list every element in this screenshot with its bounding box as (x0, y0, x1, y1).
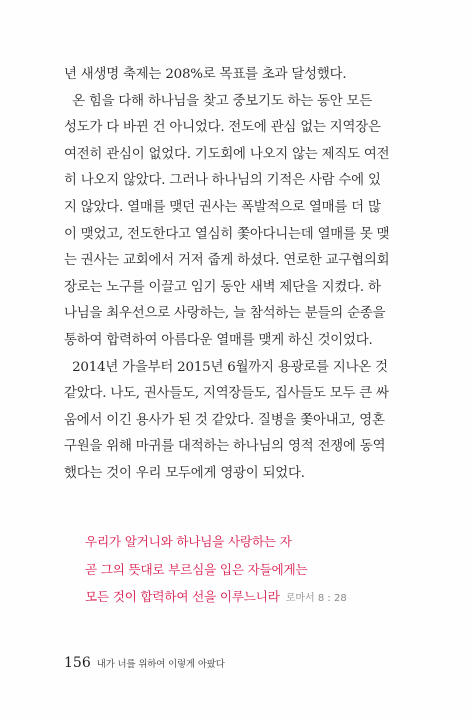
body-line: 년 새생명 축제는 208%로 목표를 초과 달성했다. (64, 67, 347, 82)
body-line: 이 맺었고, 전도한다고 열심히 쫓아다니는데 열매를 못 맺 (64, 226, 390, 242)
quote-line: 우리가 알거니와 하나님을 사랑하는 자 (85, 534, 292, 549)
body-line: 2014년 가을부터 2015년 6월까지 용광로를 지나온 것 (64, 359, 388, 375)
quote-line: 곧 그의 뜻대로 부르심을 입은 자들에게는 (85, 561, 308, 577)
page-number: 156 (64, 655, 91, 671)
body-line: 히 나오지 않았다. 그러나 하나님의 기적은 사람 수에 있 (64, 173, 381, 189)
page-footer (64, 655, 225, 675)
body-line: 통하여 합력하여 아름다운 열매를 맺게 하신 것이었다. (64, 332, 373, 348)
body-line: 여전히 관심이 없었다. 기도회에 나오지 않는 제직도 여전 (64, 146, 390, 162)
body-line: 나님을 최우선으로 사랑하는, 늘 참석하는 분들의 순종을 (64, 306, 386, 322)
body-line: 했다는 것이 우리 모두에게 영광이 되었다. (64, 465, 305, 481)
body-line: 온 힘을 다해 하나님을 찾고 중보기도 하는 동안 모든 (64, 93, 373, 109)
scripture-quote (85, 528, 415, 613)
body-line: 같았다. 나도, 권사들도, 지역장들도, 집사들도 모두 큰 싸 (64, 386, 389, 402)
running-title: 내가 너를 위하여 이렇게 아팠다 (96, 659, 225, 670)
body-line: 는 권사는 교회에서 거저 줍게 하셨다. 연로한 교구협의회 (64, 253, 390, 269)
body-text (64, 62, 410, 488)
body-line: 성도가 다 바뀐 건 아니었다. 전도에 관심 없는 지역장은 (64, 120, 381, 136)
body-line: 지 않았다. 열매를 맺던 권사는 폭발적으로 열매를 더 많 (64, 199, 381, 215)
quote-source: 로마서 8 : 28 (285, 593, 347, 605)
quote-line-last (85, 583, 415, 613)
quote-line: 모든 것이 합력하여 선을 이루느니라 (85, 589, 280, 605)
body-line: 장로는 노구를 이끌고 임기 동안 새벽 제단을 지켰다. 하 (64, 279, 381, 295)
body-line: 움에서 이긴 용사가 된 것 같았다. 질병을 쫓아내고, 영혼 (64, 412, 385, 428)
body-line: 구원을 위해 마귀를 대적하는 하나님의 영적 전쟁에 동역 (64, 439, 386, 455)
